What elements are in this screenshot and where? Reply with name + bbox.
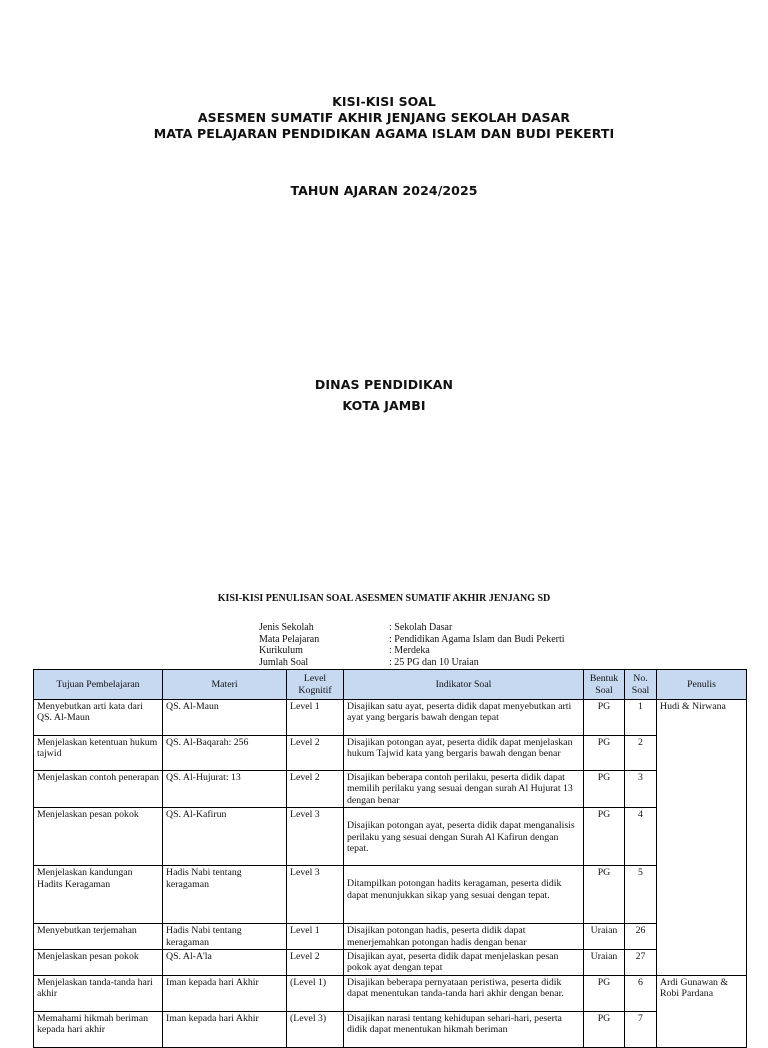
cell-tujuan: Menjelaskan tanda-tanda hari akhir bbox=[34, 975, 163, 1011]
agency-line-2: KOTA JAMBI bbox=[342, 398, 426, 413]
cell-bentuk: PG bbox=[584, 1011, 625, 1047]
info-value: : Sekolah Dasar bbox=[389, 622, 453, 633]
academic-year bbox=[0, 183, 768, 199]
cell-penulis: Ardi Gunawan & Robi Pardana bbox=[657, 975, 747, 1047]
cell-bentuk: PG bbox=[584, 771, 625, 808]
cell-indikator: Disajikan potongan hadis, peserta didik dapat menerjemahkan potongan hadis dengan benar bbox=[344, 924, 584, 950]
cell-tujuan: Menjelaskan kandungan Hadits Keragaman bbox=[34, 866, 163, 924]
cell-bentuk: Uraian bbox=[584, 950, 625, 976]
header-no: No. Soal bbox=[625, 670, 657, 700]
cell-level: Level 2 bbox=[287, 771, 344, 808]
header-bentuk: Bentuk Soal bbox=[584, 670, 625, 700]
cell-tujuan: Memahami hikmah beriman kepada hari akhir bbox=[34, 1011, 163, 1047]
cell-no: 5 bbox=[625, 866, 657, 924]
cell-materi: Hadis Nabi tentang keragaman bbox=[163, 924, 287, 950]
cell-penulis: Hudi & Nirwana bbox=[657, 700, 747, 976]
info-key: Mata Pelajaran bbox=[259, 633, 320, 645]
table-header-row bbox=[34, 670, 747, 700]
cell-no: 3 bbox=[625, 771, 657, 808]
cell-indikator: Disajikan potongan ayat, peserta didik dapat menjelaskan hukum Tajwid kata yang bergaris bawah dengan benar bbox=[344, 736, 584, 771]
cell-bentuk: PG bbox=[584, 866, 625, 924]
table-row bbox=[34, 975, 747, 1011]
info-key: Jenis Sekolah bbox=[259, 622, 314, 633]
cell-no: 1 bbox=[625, 700, 657, 736]
info-key: Jumlah Soal bbox=[259, 656, 309, 668]
cell-indikator bbox=[344, 808, 584, 866]
cell-materi: QS. Al-Kafirun bbox=[163, 808, 287, 866]
cell-bentuk: PG bbox=[584, 736, 625, 771]
indikator-text: Ditampilkan potongan hadits keragaman, peserta didik dapat menunjukkan sikap yang sesuai dengan tepat. bbox=[347, 878, 562, 901]
table-row bbox=[34, 736, 747, 771]
cell-no: 2 bbox=[625, 736, 657, 771]
cell-no: 7 bbox=[625, 1011, 657, 1047]
cell-level: (Level 1) bbox=[287, 975, 344, 1011]
cell-tujuan: Menjelaskan contoh penerapan bbox=[34, 771, 163, 808]
cell-level: Level 3 bbox=[287, 866, 344, 924]
cell-materi: Iman kepada hari Akhir bbox=[163, 975, 287, 1011]
cell-materi: QS. Al-Hujurat: 13 bbox=[163, 771, 287, 808]
cell-tujuan: Menjelaskan pesan pokok bbox=[34, 808, 163, 866]
cell-materi: Iman kepada hari Akhir bbox=[163, 1011, 287, 1047]
info-value: : 25 PG dan 10 Uraian bbox=[389, 656, 479, 668]
cell-no: 4 bbox=[625, 808, 657, 866]
cell-bentuk: PG bbox=[584, 975, 625, 1011]
cell-no: 26 bbox=[625, 924, 657, 950]
cell-no: 6 bbox=[625, 975, 657, 1011]
info-value: : Pendidikan Agama Islam dan Budi Pekerti bbox=[389, 633, 565, 645]
cell-level: Level 3 bbox=[287, 808, 344, 866]
table-row bbox=[34, 700, 747, 736]
agency-block bbox=[0, 374, 768, 416]
header-level: Level Kognitif bbox=[287, 670, 344, 700]
cell-bentuk: Uraian bbox=[584, 924, 625, 950]
info-key: Kurikulum bbox=[259, 645, 303, 656]
cell-indikator bbox=[344, 866, 584, 924]
cell-materi: QS. Al-Baqarah: 256 bbox=[163, 736, 287, 771]
info-value: : Merdeka bbox=[389, 645, 430, 656]
table-row bbox=[34, 924, 747, 950]
cell-tujuan: Menjelaskan pesan pokok bbox=[34, 950, 163, 976]
table-row bbox=[34, 866, 747, 924]
cell-level: Level 1 bbox=[287, 700, 344, 736]
cell-tujuan: Menyebutkan arti kata dari QS. Al-Maun bbox=[34, 700, 163, 736]
academic-year-text: TAHUN AJARAN 2024/2025 bbox=[290, 183, 478, 198]
agency-line-1: DINAS PENDIDIKAN bbox=[314, 377, 454, 392]
section-title: KISI-KISI PENULISAN SOAL ASESMEN SUMATIF AKHIR JENJANG SD bbox=[217, 593, 551, 604]
table-row bbox=[34, 950, 747, 976]
cell-tujuan: Menyebutkan terjemahan bbox=[34, 924, 163, 950]
table-row bbox=[34, 771, 747, 808]
cell-level: Level 2 bbox=[287, 950, 344, 976]
title-line-3: MATA PELAJARAN PENDIDIKAN AGAMA ISLAM DAN BUDI PEKERTI bbox=[153, 126, 615, 141]
cell-no: 27 bbox=[625, 950, 657, 976]
cell-bentuk: PG bbox=[584, 700, 625, 736]
cell-materi: Hadis Nabi tentang keragaman bbox=[163, 866, 287, 924]
cell-indikator: Disajikan narasi tentang kehidupan sehari-hari, peserta didik dapat menentukan hikmah beriman bbox=[344, 1011, 584, 1047]
header-tujuan: Tujuan Pembelajaran bbox=[34, 670, 163, 700]
cell-indikator: Disajikan beberapa contoh perilaku, peserta didik dapat memilih perilaku yang sesuai dengan surah Al Hujurat 13 dengan benar bbox=[344, 771, 584, 808]
cell-bentuk: PG bbox=[584, 808, 625, 866]
document-title bbox=[0, 94, 768, 142]
indikator-text: Disajikan potongan ayat, peserta didik dapat menganalisis perilaku yang sesuai dengan Surah Al Kafirun dengan tepat. bbox=[347, 820, 575, 855]
title-line-1: KISI-KISI SOAL bbox=[332, 94, 436, 109]
header-indikator: Indikator Soal bbox=[344, 670, 584, 700]
table-row bbox=[34, 1011, 747, 1047]
cell-materi: QS. Al-Maun bbox=[163, 700, 287, 736]
header-penulis: Penulis bbox=[657, 670, 747, 700]
cell-indikator: Disajikan beberapa pernyataan peristiwa, peserta didik dapat menentukan tanda-tanda hari akhir dengan benar. bbox=[344, 975, 584, 1011]
table-row bbox=[34, 808, 747, 866]
cell-materi: QS. Al-A'la bbox=[163, 950, 287, 976]
cell-level: Level 2 bbox=[287, 736, 344, 771]
cell-level: Level 1 bbox=[287, 924, 344, 950]
cell-level: (Level 3) bbox=[287, 1011, 344, 1047]
cell-tujuan: Menjelaskan ketentuan hukum tajwid bbox=[34, 736, 163, 771]
header-materi: Materi bbox=[163, 670, 287, 700]
cell-indikator: Disajikan ayat, peserta didik dapat menjelaskan pesan pokok ayat dengan tepat bbox=[344, 950, 584, 976]
title-line-2: ASESMEN SUMATIF AKHIR JENJANG SEKOLAH DASAR bbox=[197, 110, 571, 125]
cell-indikator: Disajikan satu ayat, peserta didik dapat menyebutkan arti ayat yang bergaris bawah dengan tepat bbox=[344, 700, 584, 736]
kisi-table bbox=[33, 669, 747, 1048]
